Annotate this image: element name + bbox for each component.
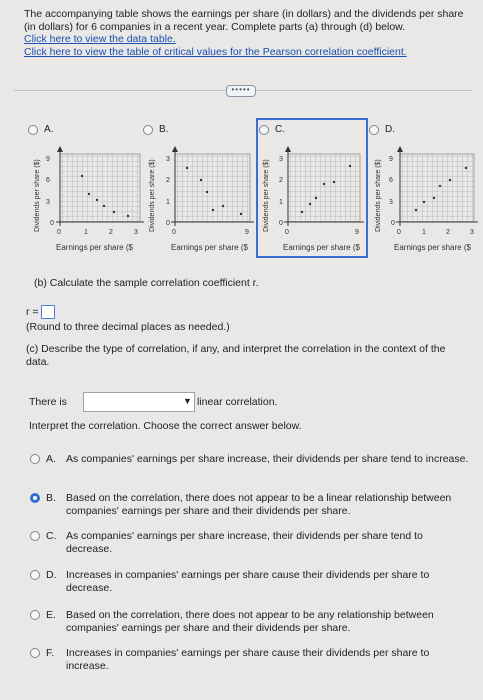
ytick: 3 [279,156,283,163]
correlation-type-row [29,392,277,412]
data-point [96,199,98,201]
xtick: 0 [285,229,289,236]
xtick: 1 [422,229,426,236]
graph-d-letter: D. [385,124,395,135]
data-point [88,193,90,195]
answer-option-e[interactable] [30,609,470,635]
graph-c-ylabel: Dividends per share ($) [263,159,270,232]
graph-option-d[interactable] [369,124,395,135]
part-b-prompt: (b) Calculate the sample correlation coefficient r. [34,277,259,289]
ytick: 3 [389,199,393,206]
xtick: 2 [446,229,450,236]
ytick: 9 [389,156,393,163]
graph-c-plot [270,146,366,246]
radio-answer-c[interactable] [30,531,40,541]
graph-a-plot [42,146,152,246]
dropdown-arrow-icon[interactable]: ▼ [183,396,192,406]
ytick: 9 [46,156,50,163]
data-point [103,205,105,207]
y-arrow [397,146,403,152]
answer-text: As companies' earnings per share increase, their dividends per share tend to decrease. [66,530,423,555]
graph-b-xlabel: Earnings per share ($ [171,243,248,252]
graph-c-xlabel: Earnings per share ($ [283,243,360,252]
r-answer-row [26,305,55,319]
ytick: 1 [166,199,170,206]
r-input[interactable] [41,305,55,319]
ytick: 1 [279,199,283,206]
radio-answer-b-selected[interactable] [30,493,40,503]
answer-letter: E. [46,609,56,621]
answer-text: Based on the correlation, there does not appear to be a linear relationship between companies' earnings per share and their dividends per share. [66,492,452,517]
data-point [323,183,325,185]
graph-b-ylabel: Dividends per share ($) [149,159,156,232]
ytick: 0 [166,220,170,227]
data-point [439,185,441,187]
data-point [309,203,311,205]
y-arrow [285,146,291,152]
graph-d [382,146,482,246]
answer-option-a[interactable] [30,453,470,466]
radio-graph-d[interactable] [369,125,379,135]
answer-option-c[interactable] [30,530,470,556]
data-point [200,179,202,181]
answer-text: Based on the correlation, there does not appear to be any relationship between companies' earnings per share and their dividends per share. [66,609,434,634]
ytick: 6 [46,177,50,184]
xtick: 0 [172,229,176,236]
graph-a-ylabel: Dividends per share ($) [34,159,41,232]
data-point [449,179,451,181]
critical-values-link[interactable]: Click here to view the table of critical values for the Pearson correlation coefficient. [24,45,407,58]
data-point [212,209,214,211]
rounding-note: (Round to three decimal places as needed.) [26,321,230,333]
data-point [127,215,129,217]
grid [175,154,250,222]
ytick: 3 [166,156,170,163]
answer-text: Increases in companies' earnings per share cause their dividends per share to decrease. [66,569,430,594]
graph-a-letter: A. [44,124,54,135]
xtick: 9 [355,229,359,236]
ytick: 0 [50,220,54,227]
correlation-type-select[interactable] [83,392,195,412]
xtick: 9 [245,229,249,236]
xtick: 3 [470,229,474,236]
r-label: r = [26,306,39,318]
graph-option-b[interactable] [143,124,168,135]
data-point [415,209,417,211]
graph-d-plot [382,146,482,246]
data-point [222,205,224,207]
linear-correlation-label: linear correlation. [196,396,278,408]
ytick: 2 [166,177,170,184]
grid [400,154,474,222]
graph-c [270,146,366,246]
data-table-link[interactable]: Click here to view the data table. [24,33,176,45]
data-point [423,201,425,203]
ytick: 3 [46,199,50,206]
graph-a [42,146,152,246]
graph-option-c[interactable] [259,124,285,135]
grid [288,154,360,222]
data-point [240,213,242,215]
data-point [465,167,467,169]
expand-dots-button[interactable]: ••••• [226,85,256,97]
answer-option-d[interactable] [30,569,470,595]
data-point [206,191,208,193]
radio-graph-b[interactable] [143,125,153,135]
answer-letter: D. [46,569,57,581]
graph-c-letter: C. [275,124,285,135]
answer-text: Increases in companies' earnings per share cause their dividends per share to increase. [66,647,430,672]
there-is-label: There is [29,396,67,408]
graph-d-xlabel: Earnings per share ($ [394,243,471,252]
y-arrow [57,146,63,152]
radio-answer-e[interactable] [30,610,40,620]
ytick: 2 [279,177,283,184]
data-point [315,197,317,199]
xtick: 1 [84,229,88,236]
data-point [349,165,351,167]
answer-letter: C. [46,530,57,542]
data-point [301,211,303,213]
xtick: 0 [397,229,401,236]
answer-letter: B. [46,492,56,504]
graph-b-plot [157,146,257,246]
answer-option-f[interactable] [30,647,470,673]
interpret-prompt: Interpret the correlation. Choose the correct answer below. [29,420,302,432]
graph-option-a[interactable] [28,124,53,135]
data-point [113,211,115,213]
graph-a-xlabel: Earnings per share ($ [56,243,133,252]
question-intro [24,8,474,58]
data-point [333,181,335,183]
grid [60,154,140,222]
data-point [186,167,188,169]
intro-text: The accompanying table shows the earnings per share (in dollars) and the dividends per share (in dollars) for 6 companies in a recent year. Complete parts (a) through (d) below. [24,8,464,33]
ytick: 6 [389,177,393,184]
xtick: 0 [57,229,61,236]
graph-b [157,146,257,246]
ytick: 0 [391,220,395,227]
y-arrow [172,146,178,152]
answer-option-b[interactable] [30,492,470,518]
part-c-prompt: (c) Describe the type of correlation, if any, and interpret the correlation in the context of the data. [26,343,446,368]
graph-d-ylabel: Dividends per share ($) [375,159,382,232]
answer-letter: A. [46,453,56,465]
answer-text: As companies' earnings per share increase, their dividends per share tend to increase. [66,453,469,465]
radio-answer-d[interactable] [30,570,40,580]
radio-answer-f[interactable] [30,648,40,658]
graph-b-letter: B. [159,124,169,135]
radio-answer-a[interactable] [30,454,40,464]
xtick: 2 [109,229,113,236]
radio-graph-a[interactable] [28,125,38,135]
data-point [433,197,435,199]
data-point [81,175,83,177]
radio-graph-c[interactable] [259,125,269,135]
ytick: 0 [279,220,283,227]
answer-letter: F. [46,647,55,659]
xtick: 3 [134,229,138,236]
